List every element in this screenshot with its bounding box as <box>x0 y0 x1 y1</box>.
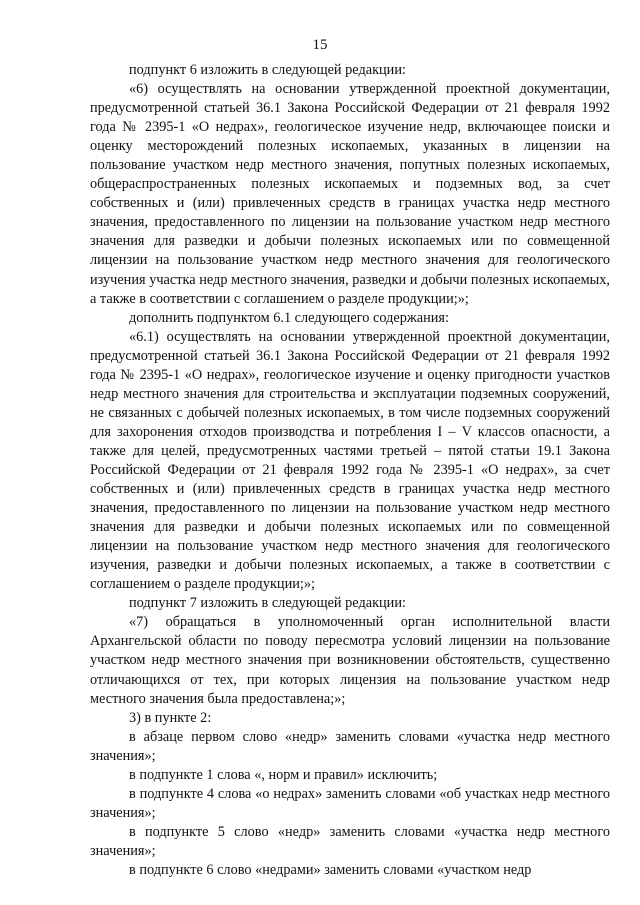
document-body <box>90 61 610 880</box>
paragraph-subpoint-1: в подпункте 1 слова «, норм и правил» исключить; <box>129 766 438 783</box>
paragraph-subpoint-6-intro: подпункт 6 изложить в следующей редакции: <box>129 62 406 78</box>
paragraph-point-3: 3) в пункте 2: <box>129 709 212 726</box>
paragraph-first-abzac: в абзаце первом слово «недр» заменить словами «участка недр местного значения»; <box>90 728 610 764</box>
paragraph-subpoint-6-1-text: «6.1) осуществлять на основании утвержденной проектной документации, предусмотренной статьей 36.1 Закона Российской Федерации от 21 февраля 1992 года № 2395-1 «О недрах», геологическое изучение и оценку пригодности участков недр местного значения для строительства и эксплуатации подземных сооружений, не связанных с добычей полезных ископаемых, в том числе подземных сооружений для захоронения отходов производства и потребления I – V классов опасности, а также для целей, предусмотренных частями третьей – пятой статьи 19.1 Закона Российской Федерации от 21 февраля 1992 года № 2395-1 «О недрах», за счет собственных и (или) привлеченных средств в границах участка недр местного значения, предоставленного по лицензии на пользование участком недр местного значения для разведки и добычи полезных ископаемых или по совмещенной лицензии на пользование участком недр местного значения для геологического изучения, разведки и добычи полезных ископаемых, а также в соответствии с соглашением о разделе продукции;»; <box>90 328 610 593</box>
page-number: 15 <box>312 37 328 53</box>
paragraph-subpoint-6-1-intro: дополнить подпунктом 6.1 следующего содержания: <box>129 309 449 326</box>
paragraph-subpoint-6: в подпункте 6 слово «недрами» заменить словами «участком недр <box>129 861 532 878</box>
paragraph-subpoint-7-intro: подпункт 7 изложить в следующей редакции: <box>129 595 406 612</box>
paragraph-subpoint-6-text: «6) осуществлять на основании утвержденной проектной документации, предусмотренной статьей 36.1 Закона Российской Федерации от 21 февраля 1992 года № 2395-1 «О недрах», геологическое изучение недр, включающее поиски и оценку месторождений полезных ископаемых, указанных в лицензии на пользование участком недр местного значения, попутных полезных ископаемых, общераспространенных полезных ископаемых и подземных вод, за счет собственных и (или) привлеченных средств в границах участка недр местного значения, предоставленного по лицензии на пользование участком недр местного значения для разведки и добычи полезных ископаемых или по совмещенной лицензии на пользование участком недр местного значения для геологического изучения участка недр местного значения, разведки и добычи полезных ископаемых, а также в соответствии с соглашением о разделе продукции;»; <box>90 81 610 307</box>
paragraph-subpoint-7-text: «7) обращаться в уполномоченный орган исполнительной власти Архангельской области по поводу пересмотра условий лицензии на пользование участком недр местного значения при возникновении обстоятельств, существенно отличающихся от тех, при которых лицензия на пользование участком недр местного значения была предоставлена;»; <box>90 614 610 707</box>
paragraph-subpoint-5: в подпункте 5 слово «недр» заменить словами «участка недр местного значения»; <box>90 823 610 859</box>
paragraph-subpoint-4: в подпункте 4 слова «о недрах» заменить словами «об участках недр местного значения»; <box>90 785 610 821</box>
